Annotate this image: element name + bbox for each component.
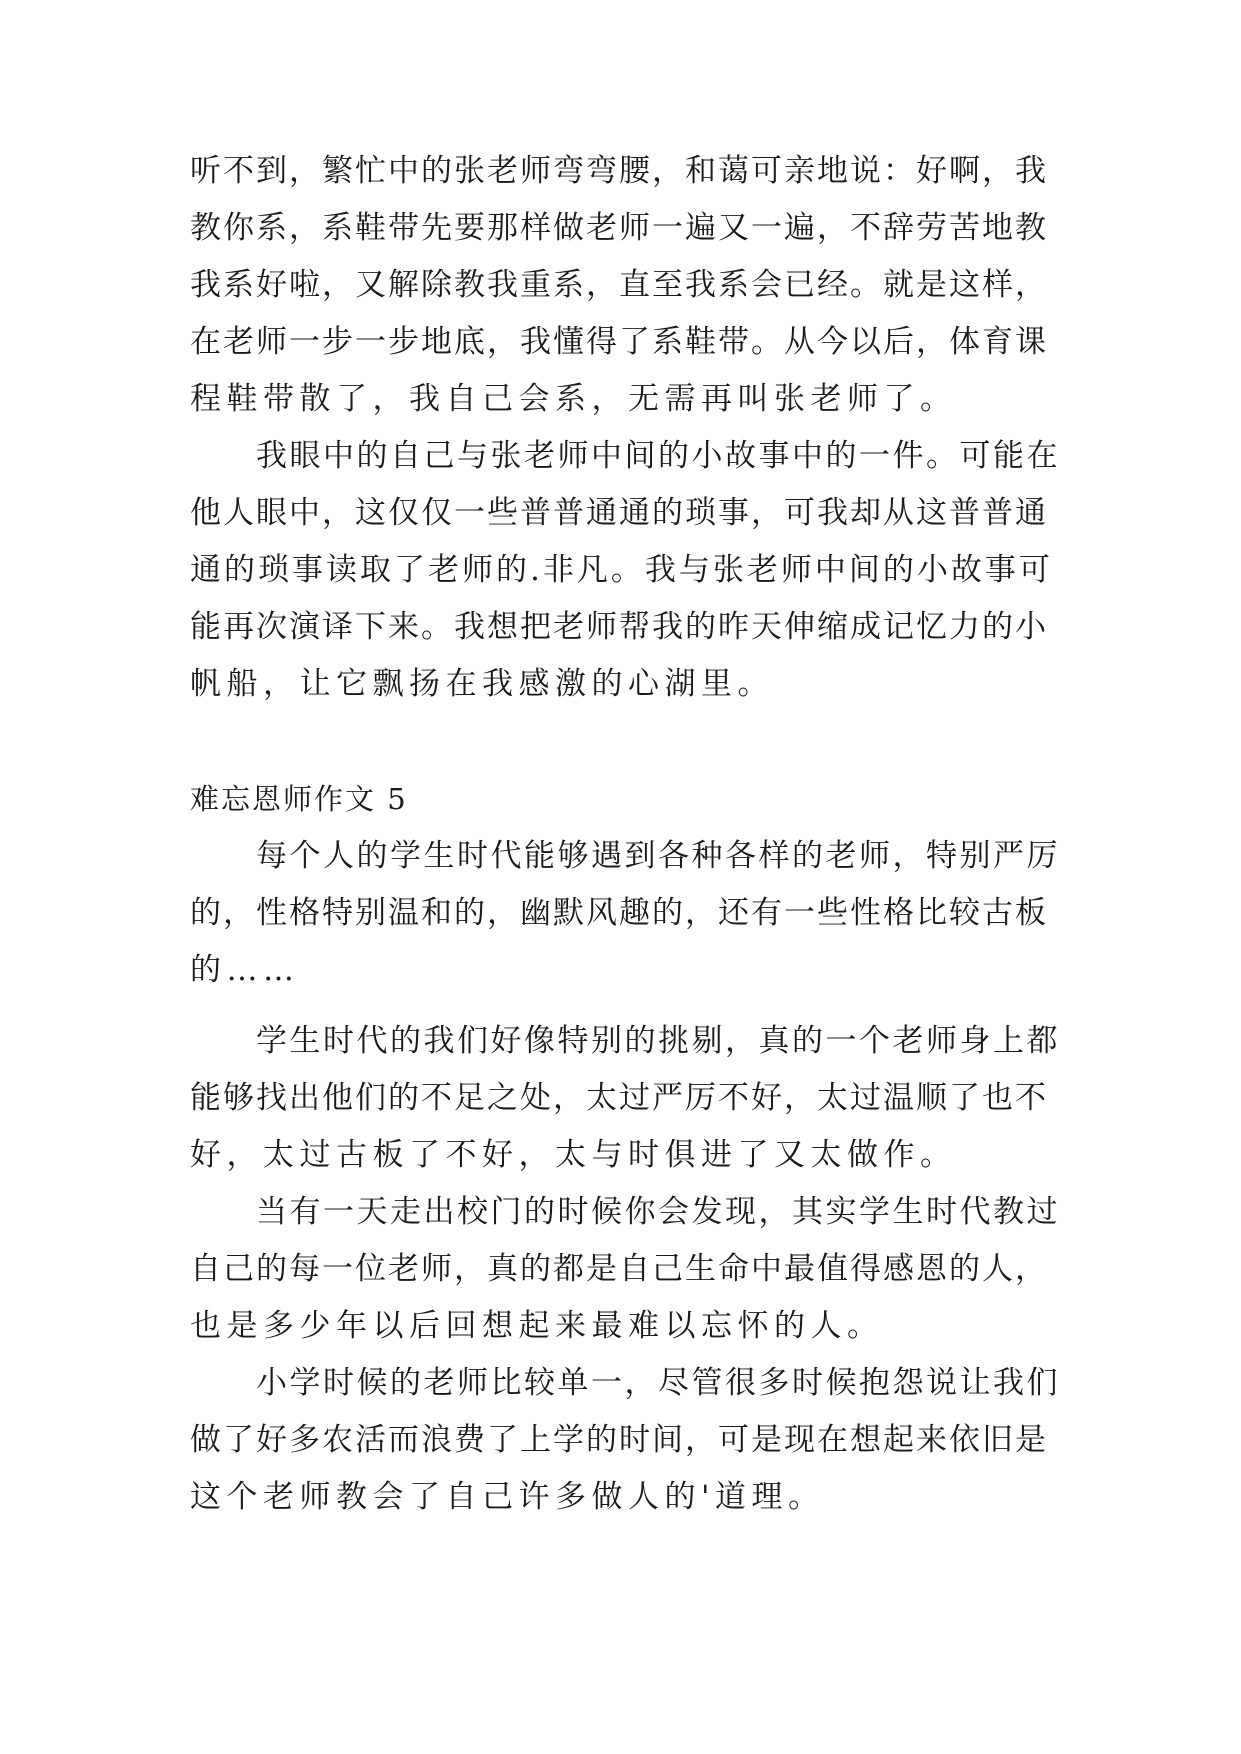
paragraph-line: 当有一天走出校门的时候你会发现，其实学生时代教过 <box>256 1194 1060 1230</box>
paragraph-line: 也是多少年以后回想起来最难以忘怀的人。 <box>190 1308 884 1344</box>
paragraph-line: 在老师一步一步地底，我懂得了系鞋带。从今以后，体育课 <box>190 324 1048 360</box>
paragraph-line: 每个人的学生时代能够遇到各种各样的老师，特别严厉 <box>256 838 1060 874</box>
section-heading: 难忘恩师作文 5 <box>190 782 408 816</box>
paragraph-line: 程鞋带散了，我自己会系，无需再叫张老师了。 <box>190 381 957 417</box>
paragraph-line: 我系好啦，又解除教我重系，直至我系会已经。就是这样， <box>190 267 1048 303</box>
paragraph-line: 帆船，让它飘扬在我感激的心湖里。 <box>190 666 774 702</box>
paragraph-line: 听不到，繁忙中的张老师弯弯腰，和蔼可亲地说：好啊，我 <box>190 153 1048 189</box>
paragraph-line: 能再次演译下来。我想把老师帮我的昨天伸缩成记忆力的小 <box>190 609 1048 645</box>
paragraph-line: 做了好多农活而浪费了上学的时间，可是现在想起来依旧是 <box>190 1422 1048 1458</box>
paragraph-line: 的，性格特别温和的，幽默风趣的，还有一些性格比较古板 <box>190 895 1048 931</box>
paragraph-line: 学生时代的我们好像特别的挑剔，真的一个老师身上都 <box>256 1023 1060 1059</box>
paragraph-line: 我眼中的自己与张老师中间的小故事中的一件。可能在 <box>256 438 1060 474</box>
paragraph-line: 好，太过古板了不好，太与时俱进了又太做作。 <box>190 1137 957 1173</box>
paragraph-line: 小学时候的老师比较单一，尽管很多时候抱怨说让我们 <box>256 1365 1060 1401</box>
paragraph-line: 的…… <box>190 952 300 988</box>
paragraph-line: 他人眼中，这仅仅一些普普通通的琐事，可我却从这普普通 <box>190 495 1048 531</box>
paragraph-line: 通的琐事读取了老师的.非凡。我与张老师中间的小故事可 <box>190 552 1053 588</box>
paragraph-line: 这个老师教会了自己许多做人的'道理。 <box>190 1479 825 1515</box>
paragraph-line: 教你系，系鞋带先要那样做老师一遍又一遍，不辞劳苦地教 <box>190 210 1048 246</box>
paragraph-line: 自己的每一位老师，真的都是自己生命中最值得感恩的人， <box>190 1251 1048 1287</box>
paragraph-line: 能够找出他们的不足之处，太过严厉不好，太过温顺了也不 <box>190 1080 1048 1116</box>
